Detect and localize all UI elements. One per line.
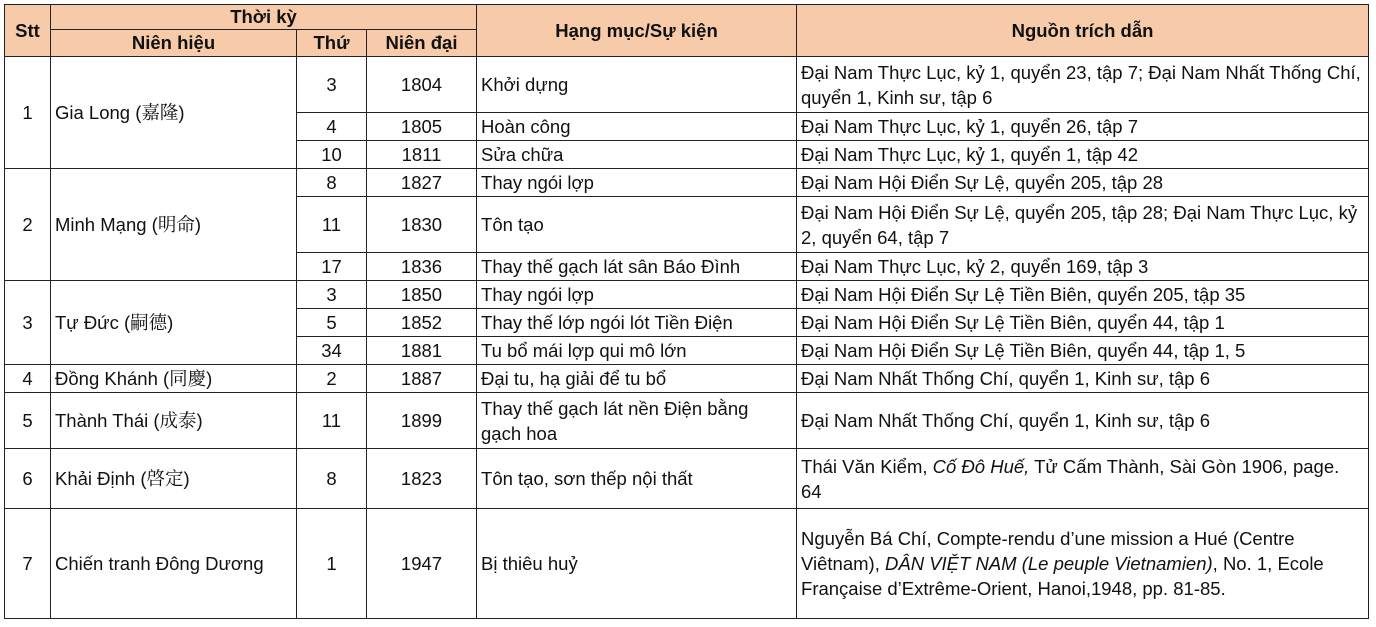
history-table (4, 4, 1369, 619)
nguon-part-italic: Cố Đô Huế, (932, 455, 1030, 477)
header-nguon: Nguồn trích dẫn (797, 5, 1369, 57)
nien-dai-cell: 1850 (367, 281, 477, 309)
nien-hieu-cell: Khải Định (啓定) (51, 449, 297, 509)
stt-cell: 3 (5, 281, 51, 365)
header-thu: Thứ (297, 30, 367, 57)
table-header (5, 5, 1369, 57)
stt-cell: 1 (5, 57, 51, 169)
thu-cell: 11 (297, 393, 367, 449)
nguon-part: , No. 1, Ecole Française d’Extrême-Orient, Hanoi,1948, pp. 81-85. (801, 553, 1324, 599)
thu-cell: 5 (297, 309, 367, 337)
nguon-part-italic: DÂN VIỆT NAM (Le peuple Vietnamien) (885, 553, 1213, 574)
table-row (5, 57, 1369, 113)
nien-dai-cell: 1947 (367, 509, 477, 619)
table-row (5, 365, 1369, 393)
stt-cell: 2 (5, 169, 51, 281)
thu-cell: 10 (297, 141, 367, 169)
nguon-cell: Đại Nam Hội Điển Sự Lệ, quyển 205, tập 28; Đại Nam Thực Lục, kỷ 2, quyển 64, tập 7 (797, 197, 1369, 253)
su-kien-cell: Đại tu, hạ giải để tu bổ (477, 365, 797, 393)
nien-hieu-cell: Tự Đức (嗣德) (51, 281, 297, 365)
nguon-cell: Đại Nam Thực Lục, kỷ 1, quyển 26, tập 7 (797, 113, 1369, 141)
su-kien-cell: Thay thế lớp ngói lót Tiền Điện (477, 309, 797, 337)
stt-cell: 6 (5, 449, 51, 509)
header-hang-muc: Hạng mục/Sự kiện (477, 5, 797, 57)
nien-dai-cell: 1830 (367, 197, 477, 253)
nien-dai-cell: 1827 (367, 169, 477, 197)
nien-dai-cell: 1823 (367, 449, 477, 509)
nguon-cell (797, 449, 1369, 509)
su-kien-cell: Thay ngói lợp (477, 169, 797, 197)
header-thoi-ky: Thời kỳ (51, 5, 477, 30)
stt-cell: 4 (5, 365, 51, 393)
su-kien-cell: Thay thế gạch lát nền Điện bằng gạch hoa (477, 393, 797, 449)
table-row (5, 449, 1369, 509)
table-row (5, 169, 1369, 197)
nguon-part: Tử Cấm Thành, Sài Gòn 1906, page. 64 (801, 455, 1340, 502)
nien-dai-cell: 1899 (367, 393, 477, 449)
stt-cell: 7 (5, 509, 51, 619)
nguon-cell: Đại Nam Hội Điển Sự Lệ, quyển 205, tập 28 (797, 169, 1369, 197)
su-kien-cell: Tôn tạo, sơn thếp nội thất (477, 449, 797, 509)
nien-dai-cell: 1887 (367, 365, 477, 393)
table-row (5, 393, 1369, 449)
nguon-cell: Đại Nam Thực Lục, kỷ 2, quyển 169, tập 3 (797, 253, 1369, 281)
su-kien-cell: Tôn tạo (477, 197, 797, 253)
nguon-cell: Đại Nam Hội Điển Sự Lệ Tiền Biên, quyển 44, tập 1, 5 (797, 337, 1369, 365)
thu-cell: 8 (297, 449, 367, 509)
thu-cell: 34 (297, 337, 367, 365)
thu-cell: 1 (297, 509, 367, 619)
header-nien-dai: Niên đại (367, 30, 477, 57)
nien-hieu-cell: Đồng Khánh (同慶) (51, 365, 297, 393)
nguon-cell: Đại Nam Thực Lục, kỷ 1, quyển 1, tập 42 (797, 141, 1369, 169)
thu-cell: 8 (297, 169, 367, 197)
nien-dai-cell: 1805 (367, 113, 477, 141)
su-kien-cell: Thay ngói lợp (477, 281, 797, 309)
thu-cell: 2 (297, 365, 367, 393)
nien-dai-cell: 1804 (367, 57, 477, 113)
header-stt: Stt (5, 5, 51, 57)
nien-hieu-cell: Chiến tranh Đông Dương (51, 509, 297, 619)
nien-hieu-cell: Thành Thái (成泰) (51, 393, 297, 449)
nguon-cell: Đại Nam Nhất Thống Chí, quyển 1, Kinh sư, tập 6 (797, 393, 1369, 449)
su-kien-cell: Tu bổ mái lợp qui mô lớn (477, 337, 797, 365)
nguon-cell: Đại Nam Hội Điển Sự Lệ Tiền Biên, quyển 44, tập 1 (797, 309, 1369, 337)
table-row (5, 509, 1369, 619)
thu-cell: 17 (297, 253, 367, 281)
su-kien-cell: Thay thế gạch lát sân Báo Đình (477, 253, 797, 281)
header-nien-hieu: Niên hiệu (51, 30, 297, 57)
stt-cell: 5 (5, 393, 51, 449)
thu-cell: 11 (297, 197, 367, 253)
nguon-cell: Đại Nam Thực Lục, kỷ 1, quyển 23, tập 7; Đại Nam Nhất Thống Chí, quyển 1, Kinh sư, tập 6 (797, 57, 1369, 113)
nien-dai-cell: 1881 (367, 337, 477, 365)
nien-dai-cell: 1852 (367, 309, 477, 337)
nien-hieu-cell: Gia Long (嘉隆) (51, 57, 297, 169)
nguon-part: Thái Văn Kiểm, (801, 455, 933, 477)
su-kien-cell: Bị thiêu huỷ (477, 509, 797, 619)
su-kien-cell: Sửa chữa (477, 141, 797, 169)
nien-dai-cell: 1836 (367, 253, 477, 281)
thu-cell: 4 (297, 113, 367, 141)
nguon-cell: Đại Nam Hội Điển Sự Lệ Tiền Biên, quyển 205, tập 35 (797, 281, 1369, 309)
su-kien-cell: Khởi dựng (477, 57, 797, 113)
nien-dai-cell: 1811 (367, 141, 477, 169)
nien-hieu-cell: Minh Mạng (明命) (51, 169, 297, 281)
nguon-cell (797, 509, 1369, 619)
thu-cell: 3 (297, 57, 367, 113)
su-kien-cell: Hoàn công (477, 113, 797, 141)
nguon-part: Nguyễn Bá Chí, Compte-rendu d’une mission a Hué (Centre Viêtnam), (801, 528, 1295, 574)
thu-cell: 3 (297, 281, 367, 309)
nguon-cell: Đại Nam Nhất Thống Chí, quyển 1, Kinh sư, tập 6 (797, 365, 1369, 393)
table-row (5, 281, 1369, 309)
